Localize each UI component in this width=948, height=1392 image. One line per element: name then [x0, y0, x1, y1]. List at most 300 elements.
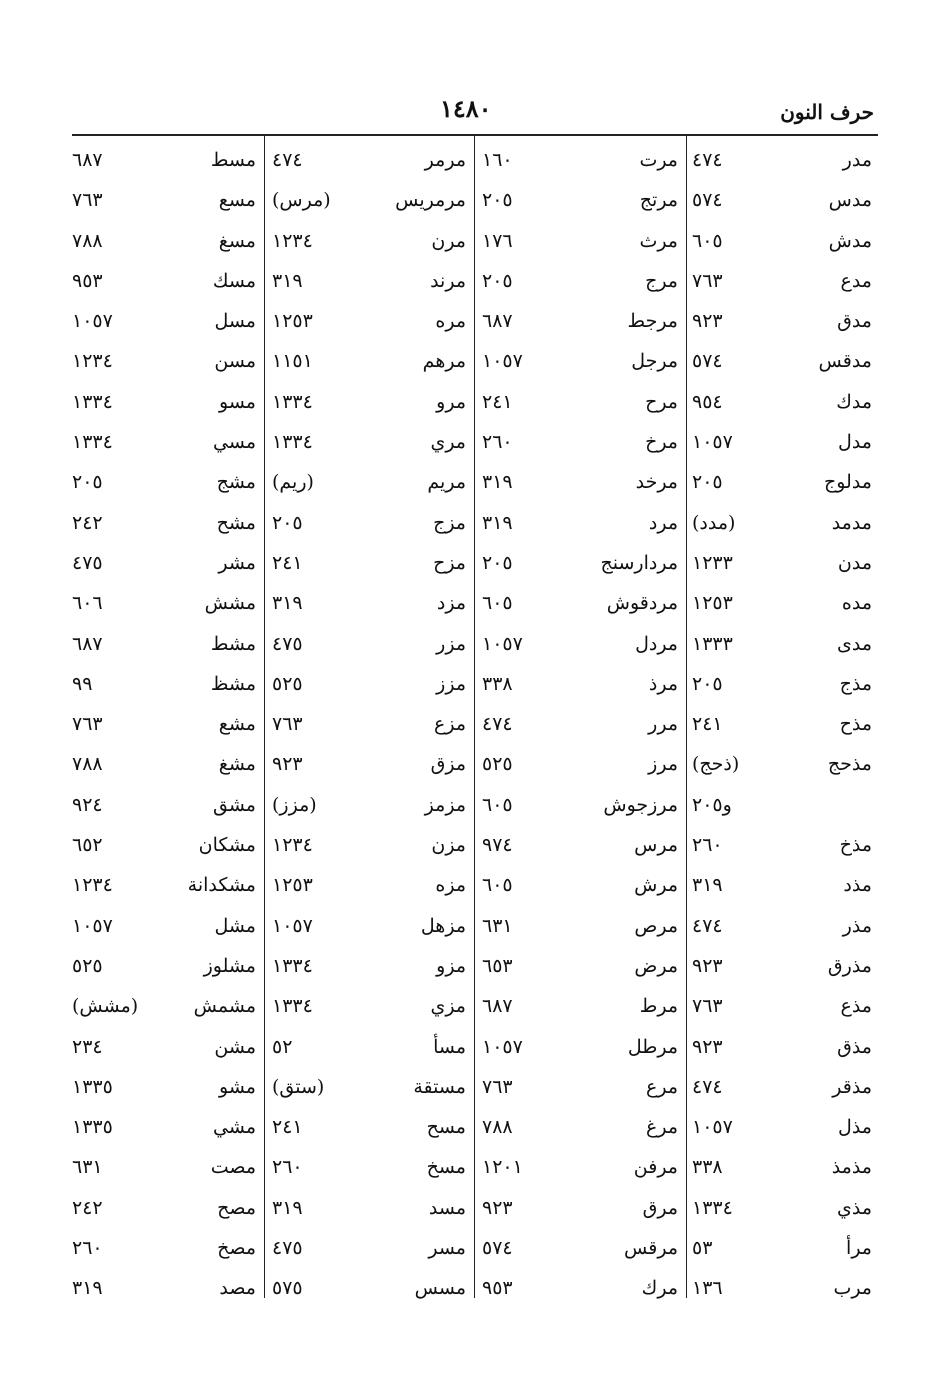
- entry-reference: ١٠٥٧: [692, 1116, 733, 1139]
- index-entry: [476, 1030, 684, 1070]
- entry-reference: ٦٠٦: [72, 592, 103, 615]
- entry-reference: ٧٦٣: [692, 995, 723, 1018]
- entry-word: مرمريس: [395, 189, 466, 212]
- index-entry: [686, 264, 878, 304]
- entry-word: مذح: [839, 713, 872, 736]
- entry-word: مرخ: [645, 431, 678, 454]
- index-entry: [686, 224, 878, 264]
- index-entry: [266, 788, 472, 828]
- entry-reference: ٥٧٥: [272, 1277, 303, 1300]
- entry-reference: ٥٧٤: [692, 350, 723, 373]
- index-entry: [476, 1271, 684, 1311]
- index-entry: [66, 304, 262, 344]
- entry-reference: ٢٠٥: [72, 471, 103, 494]
- index-entry: [686, 868, 878, 908]
- entry-word: مدمد: [831, 511, 872, 534]
- entry-reference: ١٧٦: [482, 229, 513, 252]
- entry-word: مشمش: [193, 995, 256, 1018]
- entry-reference: ٤٧٥: [72, 551, 103, 574]
- entry-word: مذقر: [832, 1075, 872, 1098]
- entry-reference: ٦٠٥: [482, 874, 513, 897]
- entry-word: مشي: [213, 1116, 256, 1139]
- entry-word: مزح: [433, 551, 466, 574]
- entry-reference: ٢٠٥: [482, 551, 513, 574]
- index-entry: [66, 264, 262, 304]
- entry-word: مسح: [426, 1116, 466, 1139]
- index-entry: [686, 1070, 878, 1110]
- entry-reference: ٦٣١: [72, 1156, 103, 1179]
- index-entry: [66, 1070, 262, 1110]
- index-column-2: [476, 143, 684, 1312]
- index-entry: [476, 586, 684, 626]
- index-entry: [66, 465, 262, 505]
- index-entry: [686, 425, 878, 465]
- index-entry: [476, 949, 684, 989]
- entry-word: مرد: [648, 511, 678, 534]
- index-entry: [686, 506, 878, 546]
- entry-word: مرو: [436, 390, 466, 413]
- entry-reference: ٦٣١: [482, 914, 513, 937]
- entry-reference: ٣١٩: [482, 511, 513, 534]
- index-entry: [266, 224, 472, 264]
- index-entry: [66, 586, 262, 626]
- entry-reference: ٣١٩: [692, 874, 723, 897]
- entry-reference: ٢٣٤: [72, 1035, 103, 1058]
- index-entry: [686, 909, 878, 949]
- index-entry: [66, 425, 262, 465]
- entry-reference: (ذحج): [692, 753, 740, 776]
- entry-word: مسو: [219, 390, 256, 413]
- entry-word: مذر: [842, 914, 872, 937]
- index-entry: [476, 627, 684, 667]
- index-entry: [686, 788, 878, 828]
- entry-word: مشن: [214, 1035, 256, 1058]
- entry-reference: ١٢٣٤: [72, 350, 113, 373]
- index-entry: [66, 788, 262, 828]
- entry-reference: ٩٢٣: [692, 954, 723, 977]
- entry-reference: ٢٠٥: [482, 269, 513, 292]
- entry-word: مزن: [431, 834, 466, 857]
- entry-word: مزع: [434, 713, 466, 736]
- entry-reference: و٢٠٥: [692, 793, 732, 816]
- entry-reference: (ستق): [272, 1075, 325, 1098]
- index-entry: [266, 465, 472, 505]
- entry-reference: ٧٨٨: [72, 229, 103, 252]
- entry-reference: ١٢٣٤: [72, 874, 113, 897]
- entry-reference: ١٣٣٣: [692, 632, 733, 655]
- entry-reference: ٢٦٠: [692, 834, 723, 857]
- entry-word: مرفن: [633, 1156, 678, 1179]
- index-entry: [66, 1271, 262, 1311]
- entry-reference: ٧٦٣: [482, 1075, 513, 1098]
- index-entry: [686, 1271, 878, 1311]
- entry-reference: ١٣٣٤: [272, 390, 313, 413]
- entry-word: مصد: [219, 1277, 256, 1300]
- entry-reference: ٦٠٥: [482, 592, 513, 615]
- entry-word: مسأ: [433, 1035, 466, 1058]
- index-entry: [266, 1030, 472, 1070]
- index-entry: [686, 183, 878, 223]
- entry-word: مرش: [634, 874, 678, 897]
- entry-word: مرند: [430, 269, 466, 292]
- index-entry: [266, 667, 472, 707]
- entry-reference: ١٢٣٤: [272, 834, 313, 857]
- entry-reference: ٥٣: [692, 1237, 713, 1260]
- index-entry: [266, 586, 472, 626]
- entry-word: مرجل: [631, 350, 678, 373]
- entry-reference: ١٢٣٤: [272, 229, 313, 252]
- index-entry: [686, 546, 878, 586]
- entry-word: مرر: [648, 713, 678, 736]
- entry-word: مرط: [639, 995, 678, 1018]
- entry-reference: ٦٨٧: [482, 995, 513, 1018]
- index-entry: [266, 425, 472, 465]
- entry-reference: ٣٣٨: [692, 1156, 723, 1179]
- entry-word: مردل: [635, 632, 678, 655]
- entry-reference: ١١٥١: [272, 350, 313, 373]
- entry-reference: ٦٨٧: [72, 149, 103, 171]
- entry-reference: ٥٢٥: [272, 672, 303, 695]
- entry-reference: ٧٦٣: [72, 713, 103, 736]
- entry-reference: ٩٢٣: [482, 1196, 513, 1219]
- entry-reference: ١٠٥٧: [692, 431, 733, 454]
- index-entry: [266, 627, 472, 667]
- entry-reference: ١٢٥٣: [692, 592, 733, 615]
- entry-word: مشغ: [218, 753, 256, 776]
- entry-word: مشج: [216, 471, 256, 494]
- entry-reference: ١٢٥٣: [272, 310, 313, 333]
- entry-word: مشح: [216, 511, 256, 534]
- entry-word: مرق: [642, 1196, 678, 1219]
- entry-reference: ٥٢٥: [72, 954, 103, 977]
- entry-word: مشش: [204, 592, 256, 615]
- running-title: حرف النون: [780, 100, 874, 124]
- entry-reference: ١٣٣٤: [72, 431, 113, 454]
- entry-word: مشكان: [198, 834, 256, 857]
- entry-word: مسن: [214, 350, 256, 373]
- entry-word: مسط: [210, 149, 256, 171]
- entry-word: مزق: [430, 753, 466, 776]
- entry-word: مذحج: [827, 753, 872, 776]
- entry-reference: ٩٧٤: [482, 834, 513, 857]
- index-entry: [476, 425, 684, 465]
- index-entry: [476, 143, 684, 183]
- index-entry: [66, 747, 262, 787]
- entry-word: مسد: [428, 1196, 466, 1219]
- entry-word: مزر: [436, 632, 466, 655]
- entry-reference: ٢٦٠: [272, 1156, 303, 1179]
- entry-reference: ١٣٣٥: [72, 1075, 113, 1098]
- column-divider: [474, 136, 475, 1298]
- entry-word: مزه: [435, 874, 466, 897]
- index-entry: [66, 627, 262, 667]
- entry-word: مري: [430, 431, 466, 454]
- entry-reference: ٤٧٥: [272, 632, 303, 655]
- index-entry: [66, 1191, 262, 1231]
- entry-word: مزو: [436, 954, 466, 977]
- index-entry: [476, 868, 684, 908]
- entry-word: مسر: [428, 1237, 466, 1260]
- entry-word: مرطل: [627, 1035, 678, 1058]
- index-entry: [686, 465, 878, 505]
- entry-reference: ١٠٥٧: [72, 914, 113, 937]
- entry-word: مشو: [219, 1075, 256, 1098]
- entry-word: مره: [435, 310, 466, 333]
- entry-word: مذج: [839, 672, 872, 695]
- entry-reference: ٣١٩: [272, 1196, 303, 1219]
- entry-word: مصح: [217, 1196, 256, 1219]
- entry-word: مشلوز: [203, 954, 256, 977]
- index-entry: [66, 1231, 262, 1271]
- entry-reference: (مزز): [272, 793, 317, 816]
- index-entry: [266, 183, 472, 223]
- entry-reference: ٤٧٤: [272, 149, 303, 171]
- index-entry: [476, 1231, 684, 1271]
- index-entry: [266, 1110, 472, 1150]
- index-entry: [476, 304, 684, 344]
- entry-reference: ١٣٣٤: [692, 1196, 733, 1219]
- index-entry: [686, 304, 878, 344]
- index-entry: [686, 707, 878, 747]
- entry-word: مرزجوش: [603, 793, 678, 816]
- index-entry: [266, 304, 472, 344]
- entry-word: مرأ: [846, 1237, 872, 1260]
- entry-reference: ٩٥٣: [482, 1277, 513, 1300]
- entry-word: مشل: [214, 914, 256, 937]
- entry-word: مدل: [838, 431, 872, 454]
- entry-reference: ٩٢٣: [272, 753, 303, 776]
- entry-reference: ١٣٣٤: [272, 995, 313, 1018]
- entry-word: مسع: [218, 189, 256, 212]
- entry-word: مدق: [837, 310, 872, 333]
- index-entry: [476, 264, 684, 304]
- entry-word: مرت: [639, 149, 678, 171]
- entry-word: مرك: [641, 1277, 678, 1300]
- index-entry: [266, 1271, 472, 1311]
- index-entry: [66, 989, 262, 1029]
- entry-word: مزهل: [420, 914, 466, 937]
- index-entry: [266, 344, 472, 384]
- entry-reference: ٣١٩: [482, 471, 513, 494]
- index-entry: [686, 385, 878, 425]
- index-entry: [476, 909, 684, 949]
- index-entry: [266, 546, 472, 586]
- index-entry: [686, 143, 878, 183]
- index-entry: [476, 1191, 684, 1231]
- index-entry: [686, 1110, 878, 1150]
- entry-word: مدى: [836, 632, 872, 655]
- entry-word: مزز: [436, 672, 466, 695]
- entry-word: مرص: [634, 914, 678, 937]
- index-entry: [686, 627, 878, 667]
- entry-reference: ١٢٣٣: [692, 551, 733, 574]
- entry-reference: ٦٠٥: [692, 229, 723, 252]
- entry-word: مدش: [828, 229, 872, 252]
- entry-reference: ٦٠٥: [482, 793, 513, 816]
- index-entry: [66, 183, 262, 223]
- entry-reference: ١٣٣٥: [72, 1116, 113, 1139]
- entry-word: مذق: [837, 1035, 872, 1058]
- entry-word: مشق: [213, 793, 256, 816]
- index-entry: [476, 344, 684, 384]
- entry-reference: ٤٧٤: [482, 713, 513, 736]
- entry-reference: ١٠٥٧: [272, 914, 313, 937]
- entry-word: مرغ: [646, 1116, 678, 1139]
- index-entry: [476, 707, 684, 747]
- entry-word: مرع: [646, 1075, 678, 1098]
- index-entry: [686, 989, 878, 1029]
- entry-reference: ١٠٥٧: [482, 1035, 523, 1058]
- entry-word: مدقس: [818, 350, 872, 373]
- entry-word: مدر: [842, 149, 872, 171]
- index-entry: [476, 546, 684, 586]
- entry-reference: ٣١٩: [72, 1277, 103, 1300]
- entry-word: مدع: [840, 269, 872, 292]
- entry-word: مذل: [838, 1116, 872, 1139]
- index-entry: [476, 989, 684, 1029]
- entry-reference: ٥٢: [272, 1035, 293, 1058]
- entry-reference: ٩٩: [72, 672, 93, 695]
- index-entry: [266, 909, 472, 949]
- entry-reference: (مشش): [72, 995, 139, 1018]
- entry-word: مسل: [214, 310, 256, 333]
- entry-reference: ١٠٥٧: [482, 350, 523, 373]
- index-entry: [266, 747, 472, 787]
- entry-word: مسي: [213, 431, 256, 454]
- entry-word: مرقس: [624, 1237, 678, 1260]
- entry-word: مصت: [210, 1156, 256, 1179]
- index-entry: [266, 1150, 472, 1190]
- index-entry: [66, 1030, 262, 1070]
- entry-reference: ٧٦٣: [72, 189, 103, 212]
- entry-word: مشظ: [210, 672, 256, 695]
- entry-reference: ٩٥٤: [692, 390, 723, 413]
- entry-word: مذي: [836, 1196, 872, 1219]
- entry-word: مرج: [645, 269, 678, 292]
- index-entry: [266, 1070, 472, 1110]
- entry-reference: ١٦٠: [482, 149, 513, 171]
- entry-reference: ٩٢٤: [72, 793, 103, 816]
- entry-reference: ٦٨٧: [72, 632, 103, 655]
- entry-reference: ٧٨٨: [72, 753, 103, 776]
- entry-word: مرذ: [648, 672, 678, 695]
- entry-word: مردارسنج: [600, 551, 678, 574]
- entry-word: مرث: [639, 229, 678, 252]
- entry-reference: (ريم): [272, 471, 314, 494]
- index-entry: [66, 143, 262, 183]
- entry-word: مسس: [414, 1277, 466, 1300]
- entry-reference: ٢٤٢: [72, 1196, 103, 1219]
- index-entry: [476, 506, 684, 546]
- entry-word: مزي: [430, 995, 466, 1018]
- page-number: ١٤٨٠: [440, 94, 492, 123]
- entry-word: مرز: [648, 753, 678, 776]
- entry-reference: ٢٦٠: [482, 431, 513, 454]
- index-entry: [66, 909, 262, 949]
- entry-word: مرح: [645, 390, 678, 413]
- entry-reference: ٣٣٨: [482, 672, 513, 695]
- entry-reference: ٧٦٣: [272, 713, 303, 736]
- index-entry: [266, 1231, 472, 1271]
- entry-reference: ٣١٩: [272, 269, 303, 292]
- entry-word: مزج: [433, 511, 466, 534]
- index-entry: [686, 1150, 878, 1190]
- entry-reference: ٢٠٥: [692, 672, 723, 695]
- entry-word: مدلوج: [823, 471, 872, 494]
- entry-word: مشكدانة: [187, 874, 256, 897]
- index-entry: [476, 1150, 684, 1190]
- entry-reference: ١٢٥٣: [272, 874, 313, 897]
- index-entry: [476, 747, 684, 787]
- entry-reference: ٣١٩: [272, 592, 303, 615]
- entry-reference: ١٠٥٧: [72, 310, 113, 333]
- index-entry: [266, 989, 472, 1029]
- index-entry: [266, 264, 472, 304]
- index-entry: [66, 667, 262, 707]
- index-entry: [66, 1150, 262, 1190]
- entry-word: مشط: [210, 632, 256, 655]
- index-entry: [476, 788, 684, 828]
- entry-word: مذع: [840, 995, 872, 1018]
- entry-word: مدن: [837, 551, 872, 574]
- entry-word: مردقوش: [606, 592, 678, 615]
- entry-reference: ٤٧٤: [692, 914, 723, 937]
- index-entry: [686, 828, 878, 868]
- entry-reference: ٤٧٤: [692, 1075, 723, 1098]
- entry-word: مشر: [218, 551, 256, 574]
- index-entry: [66, 707, 262, 747]
- page-header: [0, 92, 948, 132]
- index-entry: [266, 949, 472, 989]
- index-entry: [686, 1030, 878, 1070]
- entry-reference: ٢٠٥: [482, 189, 513, 212]
- index-entry: [66, 949, 262, 989]
- entry-reference: ٢٤١: [272, 1116, 303, 1139]
- index-column-3: [266, 143, 472, 1312]
- entry-word: مدك: [836, 390, 872, 413]
- index-column-1: [686, 143, 878, 1312]
- index-entry: [66, 546, 262, 586]
- index-entry: [66, 868, 262, 908]
- entry-word: مسخ: [426, 1156, 466, 1179]
- index-entry: [476, 224, 684, 264]
- entry-word: مزد: [436, 592, 466, 615]
- index-entry: [266, 143, 472, 183]
- entry-word: مرس: [634, 834, 678, 857]
- entry-reference: ١٣٣٤: [72, 390, 113, 413]
- entry-word: مده: [841, 592, 872, 615]
- index-entry: [66, 506, 262, 546]
- index-column-4: [66, 143, 262, 1312]
- index-entry: [266, 868, 472, 908]
- entry-reference: ٧٨٨: [482, 1116, 513, 1139]
- entry-reference: ١٠٥٧: [482, 632, 523, 655]
- entry-reference: ٢٤٢: [72, 511, 103, 534]
- header-rule: [72, 134, 878, 136]
- entry-word: مستقة: [413, 1075, 466, 1098]
- index-entry: [686, 747, 878, 787]
- index-entry: [66, 224, 262, 264]
- index-entry: [686, 586, 878, 626]
- entry-reference: ٢٤١: [272, 551, 303, 574]
- entry-reference: ٢٠٥: [692, 471, 723, 494]
- entry-word: مريم: [427, 471, 466, 494]
- entry-reference: ٩٢٣: [692, 1035, 723, 1058]
- index-entry: [476, 385, 684, 425]
- index-entry: [476, 828, 684, 868]
- entry-word: مسك: [212, 269, 256, 292]
- entry-word: مذخ: [839, 834, 872, 857]
